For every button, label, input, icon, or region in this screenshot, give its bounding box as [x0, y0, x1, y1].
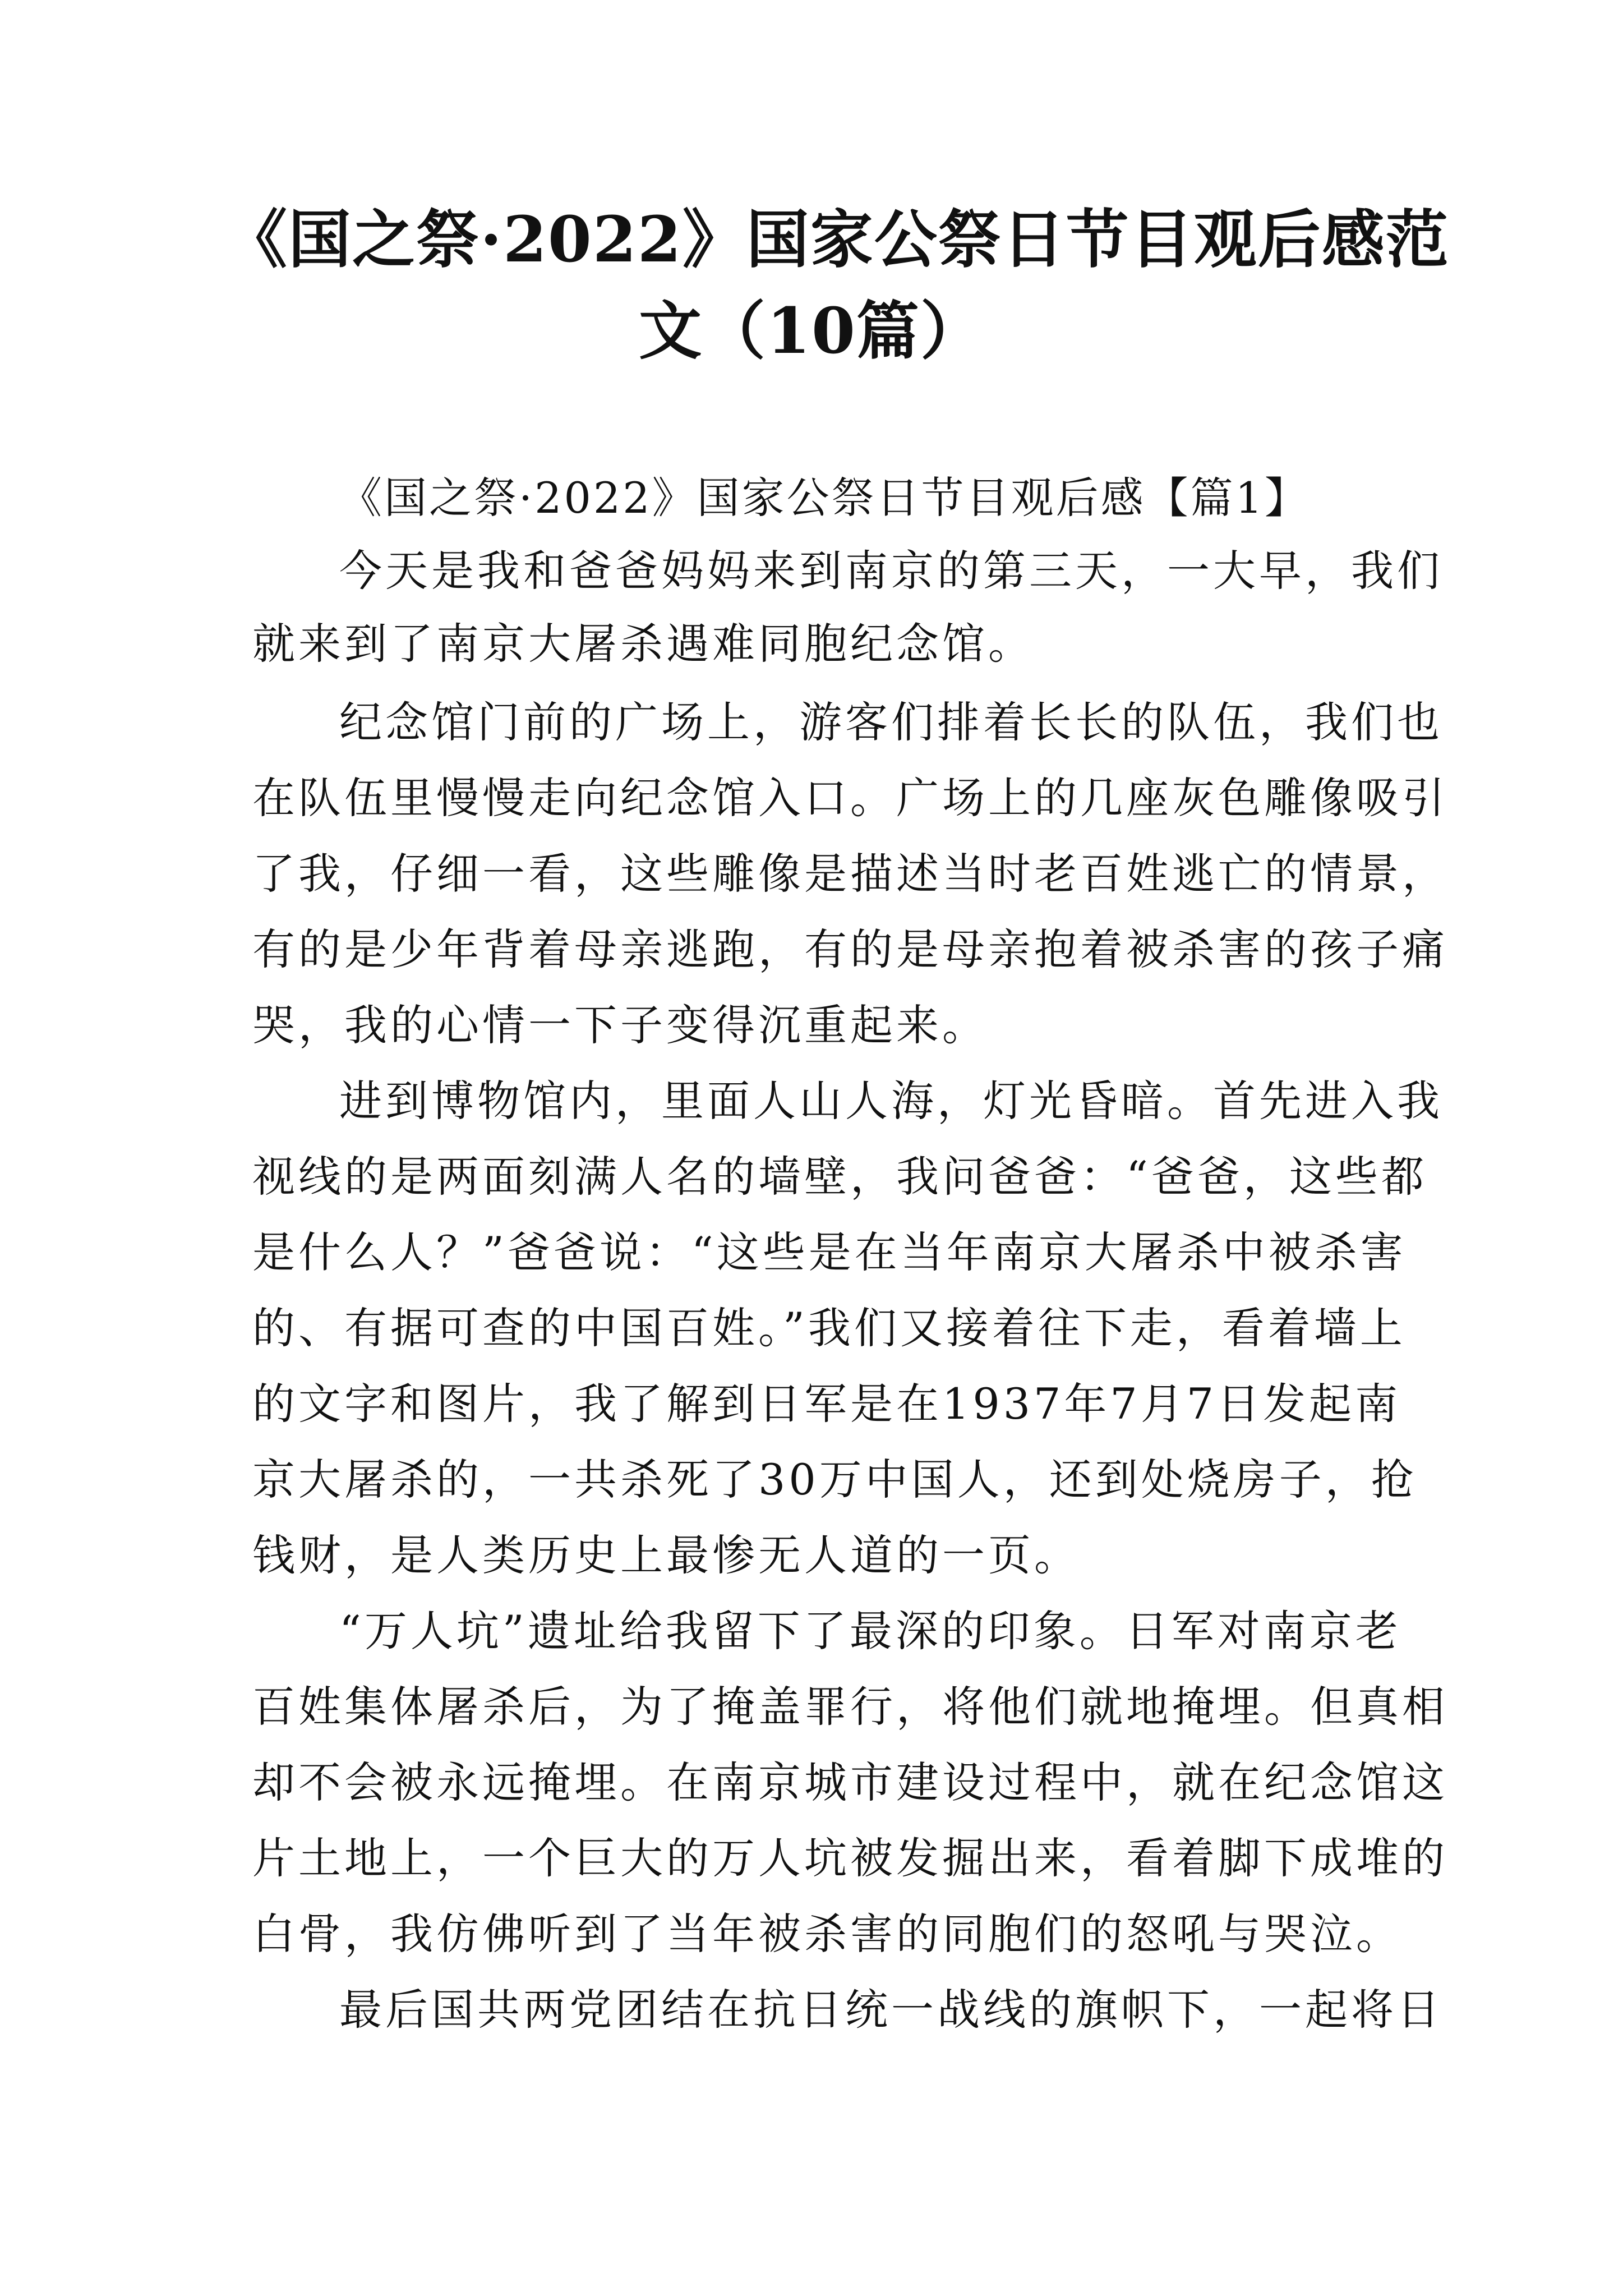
body-line: 视线的是两面刻满人名的墙壁，我问爸爸：“爸爸，这些都	[252, 1152, 1427, 1202]
body-line: 片土地上，一个巨大的万人坑被发掘出来，看着脚下成堆的	[252, 1833, 1448, 1883]
body-line: 百姓集体屠杀后，为了掩盖罪行，将他们就地掩埋。但真相	[252, 1682, 1448, 1732]
section-heading: 《国之祭·2022》国家公祭日节目观后感【篇1】	[339, 473, 1310, 523]
body-line: 今天是我和爸爸妈妈来到南京的第三天，一大早，我们	[339, 546, 1443, 596]
body-line: 有的是少年背着母亲逃跑，有的是母亲抱着被杀害的孩子痛	[252, 924, 1448, 974]
body-line: 在队伍里慢慢走向纪念馆入口。广场上的几座灰色雕像吸引	[252, 773, 1448, 823]
body-line: 的文字和图片，我了解到日军是在1937年7月7日发起南	[252, 1379, 1401, 1429]
document-title-line-1: 《国之祭·2022》国家公祭日节目观后感范	[224, 203, 1450, 277]
document-title-line-2: 文（10篇）	[639, 295, 984, 368]
body-line: 进到博物馆内，里面人山人海，灯光昏暗。首先进入我	[339, 1076, 1443, 1126]
body-line: 哭，我的心情一下子变得沉重起来。	[252, 1000, 988, 1050]
body-line: 最后国共两党团结在抗日统一战线的旗帜下，一起将日	[339, 1985, 1443, 2035]
body-line: 钱财，是人类历史上最惨无人道的一页。	[252, 1530, 1080, 1580]
body-line: 是什么人？”爸爸说：“这些是在当年南京大屠杀中被杀害	[252, 1227, 1407, 1277]
body-line: 京大屠杀的，一共杀死了30万中国人，还到处烧房子，抢	[252, 1455, 1417, 1504]
body-line: 白骨，我仿佛听到了当年被杀害的同胞们的怒吼与哭泣。	[252, 1909, 1402, 1959]
body-line: 就来到了南京大屠杀遇难同胞纪念馆。	[252, 619, 1034, 669]
body-line: 了我，仔细一看，这些雕像是描述当时老百姓逃亡的情景，	[252, 849, 1448, 899]
body-line: 的、有据可查的中国百姓。”我们又接着往下走，看着墙上	[252, 1303, 1406, 1353]
body-line: 却不会被永远掩埋。在南京城市建设过程中，就在纪念馆这	[252, 1757, 1448, 1807]
body-line: 纪念馆门前的广场上，游客们排着长长的队伍，我们也	[339, 697, 1443, 747]
body-line: “万人坑”遗址给我留下了最深的印象。日军对南京老	[339, 1606, 1401, 1656]
